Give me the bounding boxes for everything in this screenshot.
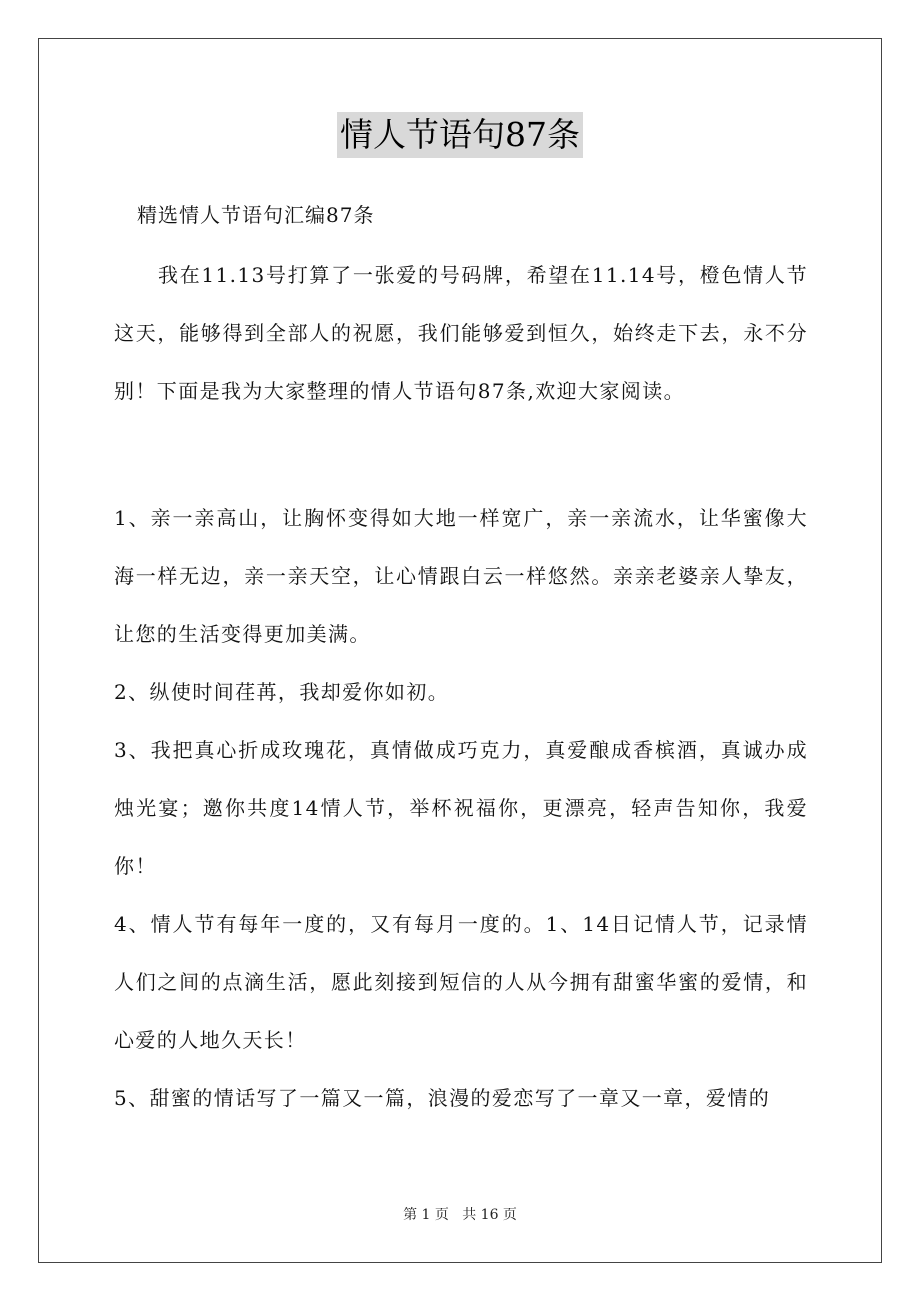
list-item: 4、情人节有每年一度的，又有每月一度的。1、14日记情人节，记录情人们之间的点滴生活，愿此刻接到短信的人从今拥有甜蜜华蜜的爱情，和心爱的人地久天长！	[114, 912, 808, 1052]
title-container	[0, 112, 920, 158]
items-list	[114, 489, 808, 1127]
list-item: 3、我把真心折成玫瑰花，真情做成巧克力，真爱酿成香槟酒，真诚办成烛光宴；邀你共度14情人节，举杯祝福你，更漂亮，轻声告知你，我爱你！	[114, 738, 808, 878]
document-title: 情人节语句87条	[337, 112, 583, 158]
intro-paragraph: 我在11.13号打算了一张爱的号码牌，希望在11.14号，橙色情人节这天，能够得到全部人的祝愿，我们能够爱到恒久，始终走下去，永不分别！下面是我为大家整理的情人节语句87条,欢迎大家阅读。	[114, 263, 808, 403]
document-subtitle: 精选情人节语句汇编87条	[137, 203, 375, 227]
list-item: 5、甜蜜的情话写了一篇又一篇，浪漫的爱恋写了一章又一章，爱情的	[114, 1086, 771, 1110]
list-item: 1、亲一亲高山，让胸怀变得如大地一样宽广，亲一亲流水，让华蜜像大海一样无边，亲一亲天空，让心情跟白云一样悠然。亲亲老婆亲人挚友，让您的生活变得更加美满。	[114, 506, 808, 646]
page-footer: 第 1 页 共 16 页	[403, 1207, 517, 1223]
list-item: 2、纵使时间荏苒，我却爱你如初。	[114, 680, 450, 704]
